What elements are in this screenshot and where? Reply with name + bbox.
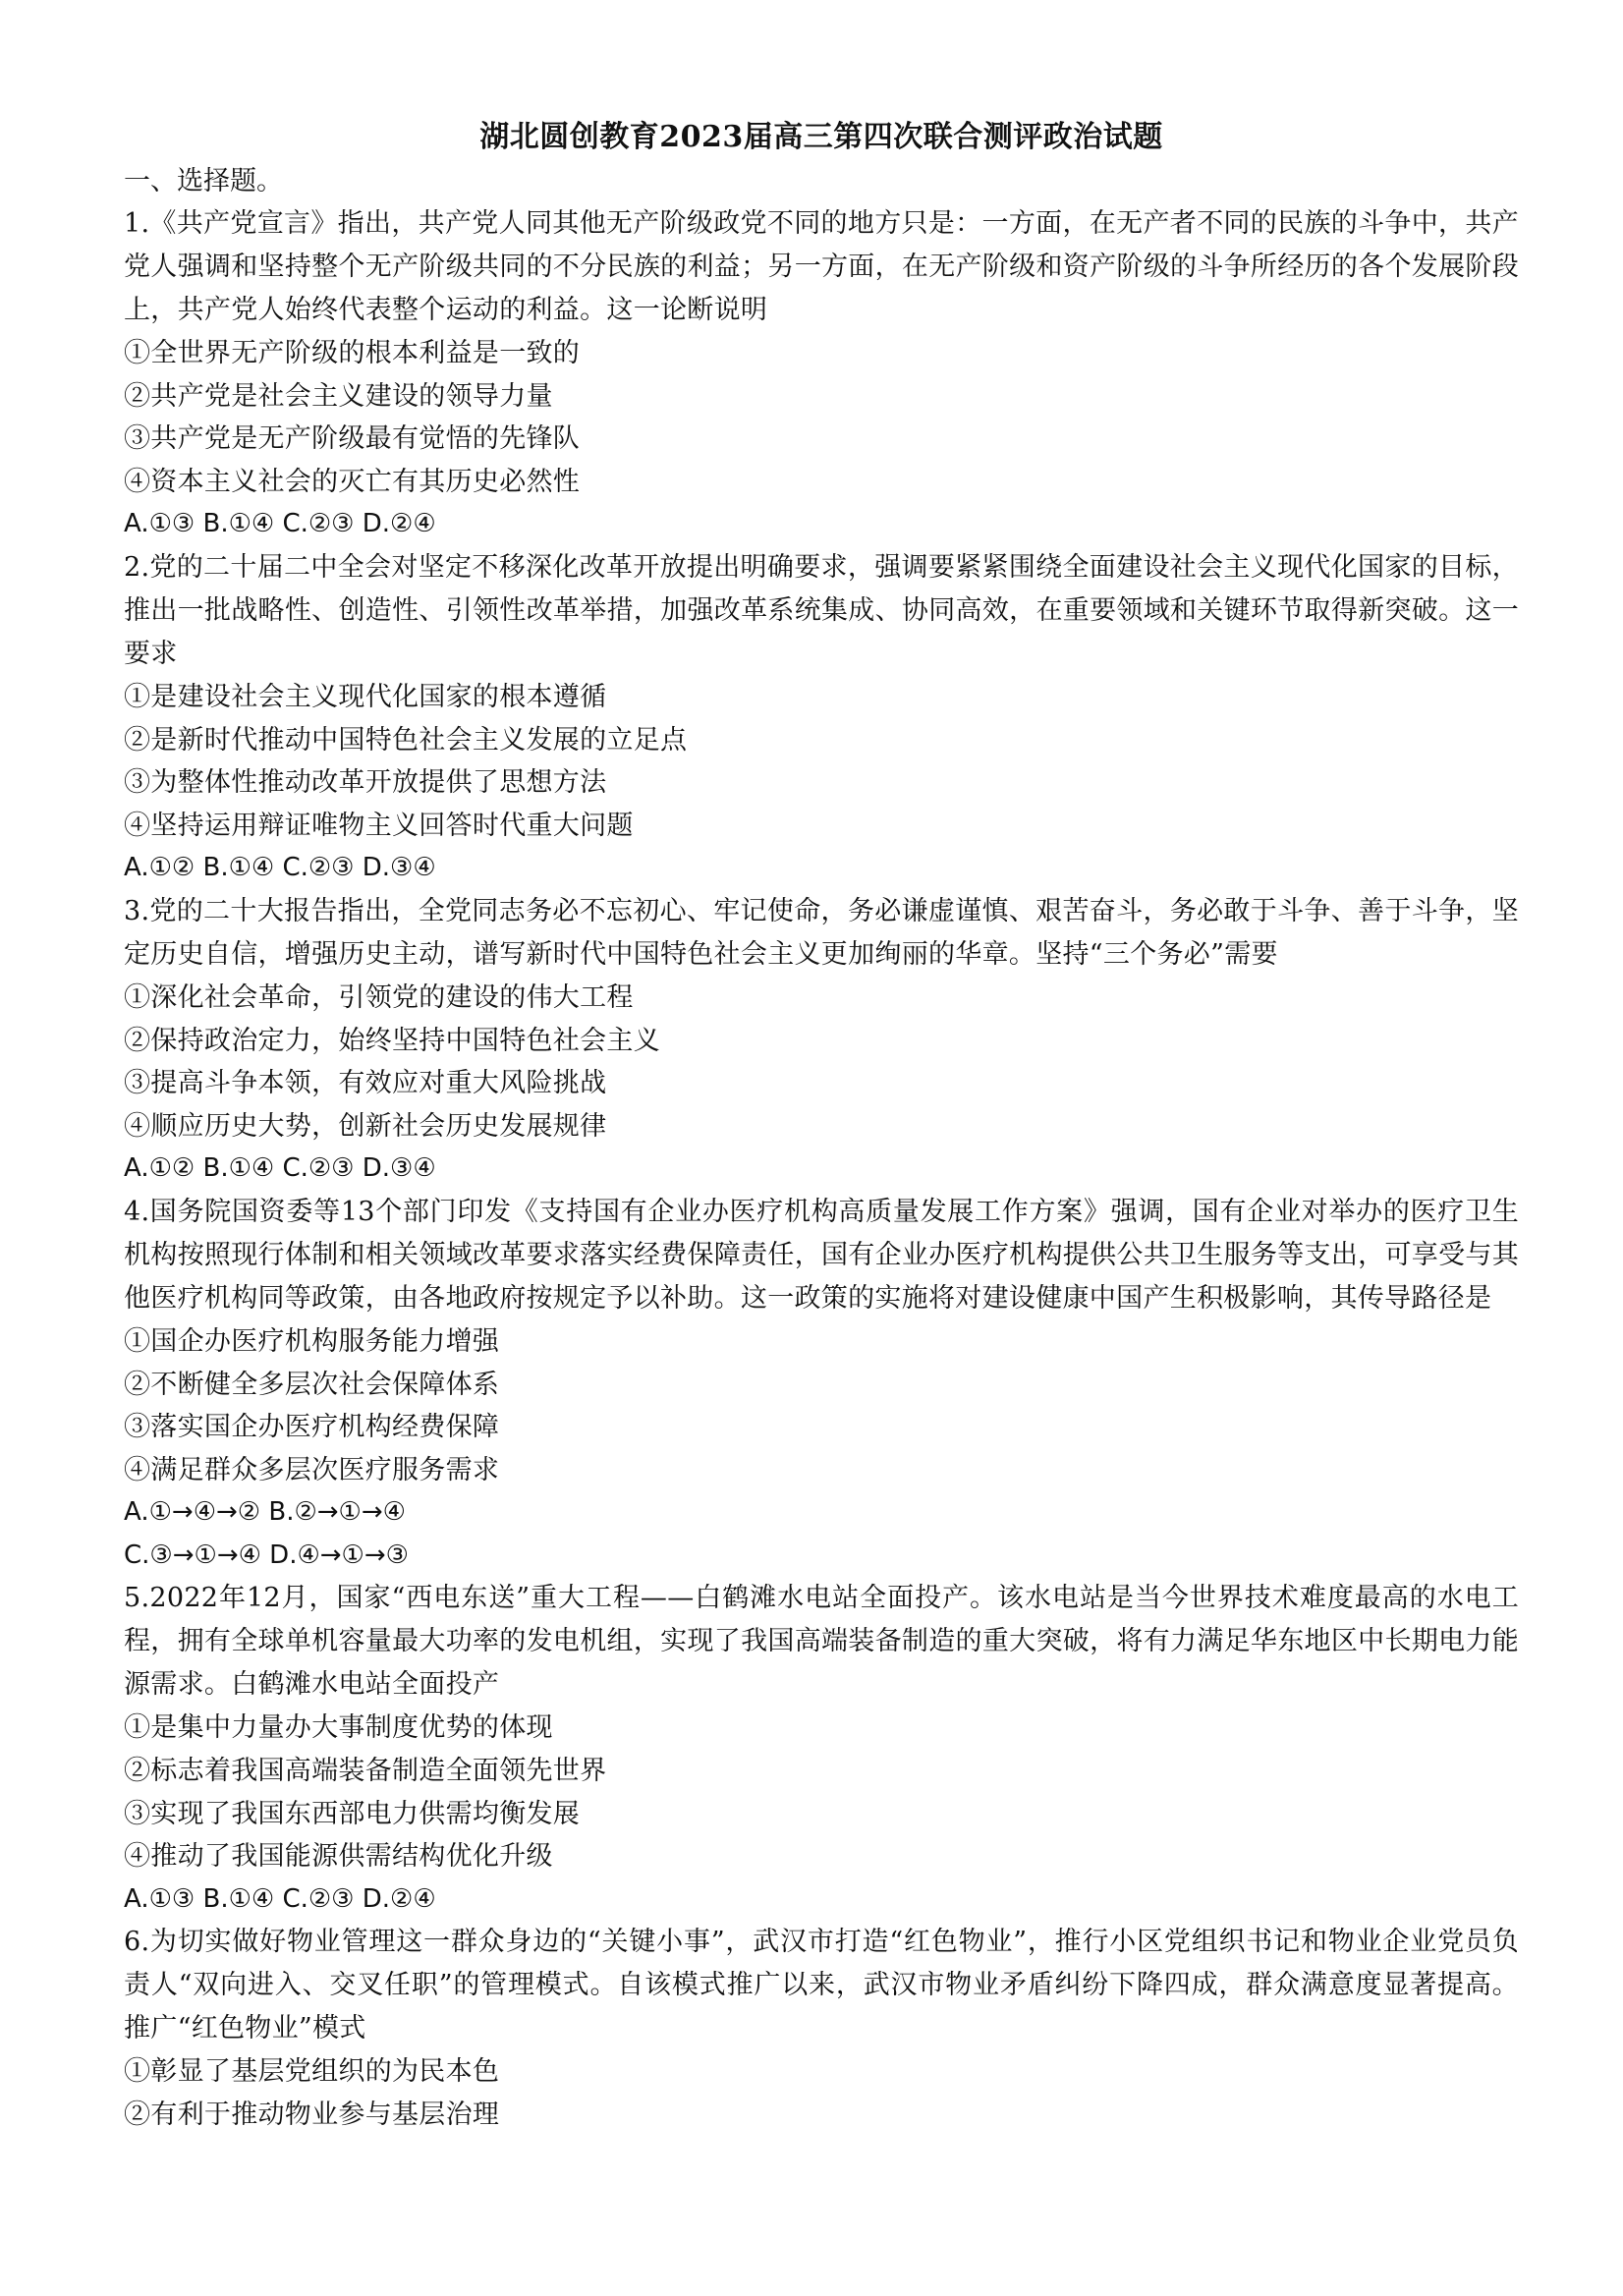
option-item: ③实现了我国东西部电力供需均衡发展 [124, 1798, 581, 1829]
question-stem: 5.2022年12月，国家“西电东送”重大工程——白鹤滩水电站全面投产。该水电站是当今世界技术难度最高的水电工程，拥有全球单机容量最大功率的发电机组，实现了我国高端装备制造的重大突破，将有力满足华东地区中长期电力能源需求。白鹤滩水电站全面投产 [124, 1583, 1519, 1701]
question-stem: 4.国务院国资委等13个部门印发《支持国有企业办医疗机构高质量发展工作方案》强调，国有企业对举办的医疗卫生机构按照现行体制和相关领域改革要求落实经费保障责任，国有企业办医疗机构提供公共卫生服务等支出，可享受与其他医疗机构同等政策，由各地政府按规定予以补助。这一政策的实施将对建设健康中国产生积极影响，其传导路径是 [124, 1196, 1519, 1314]
option-item: ②标志着我国高端装备制造全面领先世界 [124, 1756, 607, 1787]
answer-choices: A.①③ B.①④ C.②③ D.②④ [124, 509, 436, 539]
option-item: ④顺应历史大势，创新社会历史发展规律 [124, 1110, 607, 1142]
option-item: ③为整体性推动改革开放提供了思想方法 [124, 767, 607, 799]
option-item: ②共产党是社会主义建设的领导力量 [124, 380, 553, 412]
option-item: ①彰显了基层党组织的为民本色 [124, 2056, 500, 2088]
option-item: ①是建设社会主义现代化国家的根本遵循 [124, 681, 607, 712]
answer-choices: A.①③ B.①④ C.②③ D.②④ [124, 1883, 436, 1914]
answer-choices: A.①② B.①④ C.②③ D.③④ [124, 853, 436, 883]
option-item: ③提高斗争本领，有效应对重大风险挑战 [124, 1068, 607, 1099]
option-item: ①全世界无产阶级的根本利益是一致的 [124, 338, 581, 368]
question-stem: 1.《共产党宣言》指出，共产党人同其他无产阶级政党不同的地方只是：一方面，在无产者不同的民族的斗争中，共产党人强调和坚持整个无产阶级共同的不分民族的利益；另一方面，在无产阶级和资产阶级的斗争所经历的各个发展阶段上，共产党人始终代表整个运动的利益。这一论断说明 [124, 208, 1519, 325]
section-heading: 一、选择题。 [124, 166, 283, 196]
question-stem: 6.为切实做好物业管理这一群众身边的“关键小事”，武汉市打造“红色物业”，推行小区党组织书记和物业企业党员负责人“双向进入、交叉任职”的管理模式。自该模式推广以来，武汉市物业矛盾纠纷下降四成，群众满意度显著提高。推广“红色物业”模式 [124, 1927, 1519, 2044]
option-item: ①国企办医疗机构服务能力增强 [124, 1325, 500, 1357]
question-2 [124, 546, 1519, 890]
answer-choices: A.①→④→② B.②→①→④ [124, 1497, 406, 1528]
exam-title: 湖北圆创教育2023届高三第四次联合测评政治试题 [479, 120, 1163, 154]
option-item: ④推动了我国能源供需结构优化升级 [124, 1841, 553, 1873]
exam-page [124, 116, 1519, 2137]
question-stem: 2.党的二十届二中全会对坚定不移深化改革开放提出明确要求，强调要紧紧围绕全面建设社会主义现代化国家的目标，推出一批战略性、创造性、引领性改革举措，加强改革系统集成、协同高效，在重要领域和关键环节取得新突破。这一要求 [124, 551, 1519, 669]
option-item: ③落实国企办医疗机构经费保障 [124, 1412, 500, 1443]
question-stem: 3.党的二十大报告指出，全党同志务必不忘初心、牢记使命，务必谦虚谨慎、艰苦奋斗，务必敢于斗争、善于斗争，坚定历史自信，增强历史主动，谱写新时代中国特色社会主义更加绚丽的华章。坚持“三个务必”需要 [124, 895, 1519, 970]
answer-choices: A.①② B.①④ C.②③ D.③④ [124, 1153, 436, 1184]
option-item: ④坚持运用辩证唯物主义回答时代重大问题 [124, 810, 634, 841]
question-4 [124, 1191, 1519, 1578]
question-5 [124, 1577, 1519, 1921]
option-item: ②保持政治定力，始终坚持中国特色社会主义 [124, 1025, 660, 1056]
option-item: ③共产党是无产阶级最有觉悟的先锋队 [124, 423, 581, 455]
question-1 [124, 202, 1519, 546]
answer-choices: C.③→①→④ D.④→①→③ [124, 1540, 409, 1570]
option-item: ②是新时代推动中国特色社会主义发展的立足点 [124, 724, 688, 756]
option-item: ①深化社会革命，引领党的建设的伟大工程 [124, 981, 634, 1013]
question-6 [124, 1921, 1519, 2136]
question-3 [124, 890, 1519, 1191]
option-item: ②有利于推动物业参与基层治理 [124, 2100, 500, 2131]
option-item: ②不断健全多层次社会保障体系 [124, 1369, 500, 1400]
option-item: ①是集中力量办大事制度优势的体现 [124, 1712, 553, 1744]
option-item: ④资本主义社会的灭亡有其历史必然性 [124, 466, 581, 497]
option-item: ④满足群众多层次医疗服务需求 [124, 1454, 500, 1485]
